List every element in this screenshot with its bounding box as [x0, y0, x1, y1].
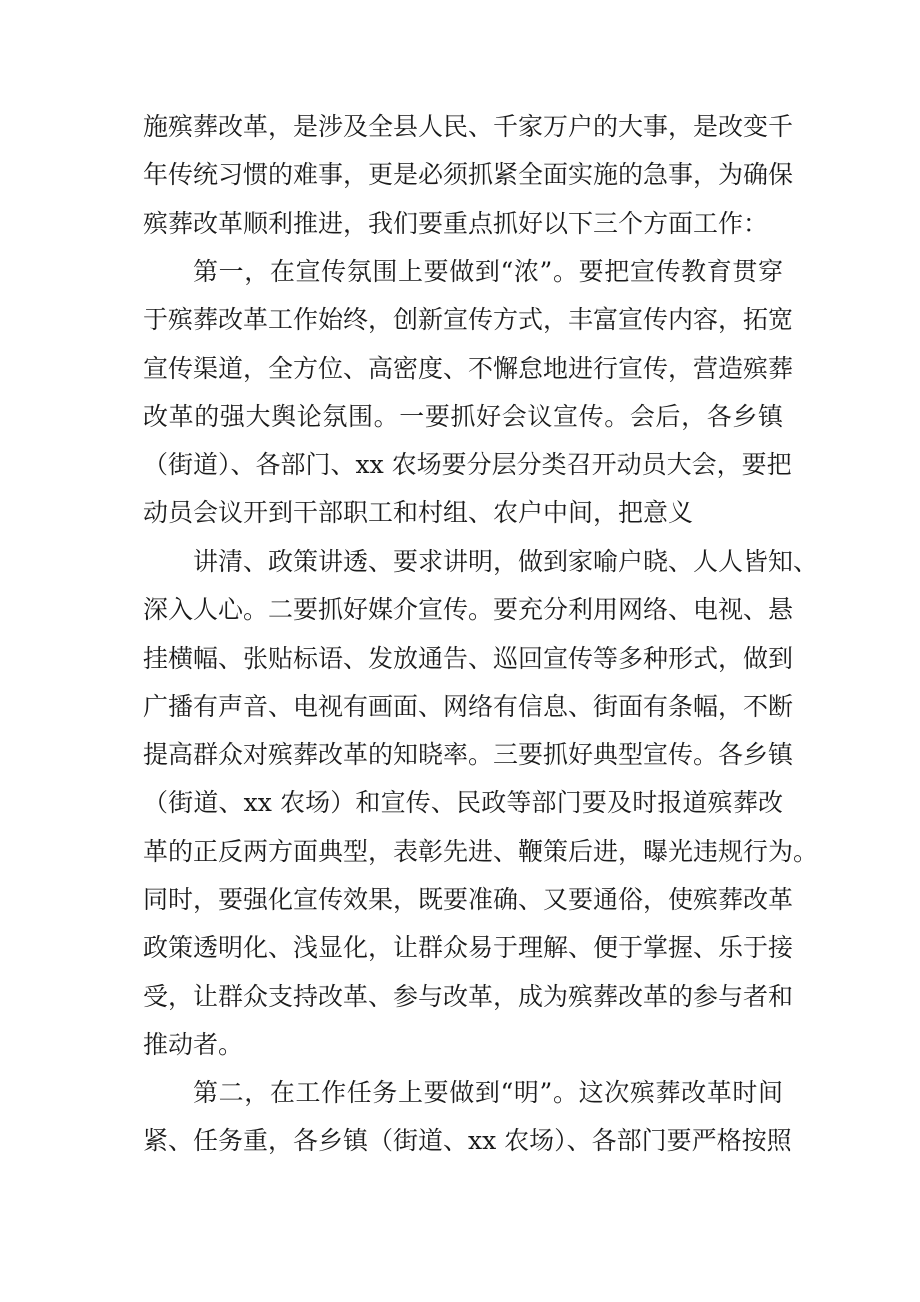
paragraph-second-point: [143, 1069, 792, 1166]
text-line: 第一，在宣传氛围上要做到“浓”。要把宣传教育贯穿: [193, 257, 783, 286]
text-line: 年传统习惯的难事，更是必须抓紧全面实施的急事，为确保: [143, 160, 794, 190]
paragraph-intro: [143, 103, 794, 248]
paragraph-first-point: [143, 248, 794, 538]
text-line: 广播有声音、电视有画面、网络有信息、街面有条幅，不断: [143, 691, 794, 721]
text-line: 深入人心。二要抓好媒介宣传。要充分利用网络、电视、悬: [143, 595, 794, 625]
text-line: （街道、xx 农场）和宣传、民政等部门要及时报道殡葬改: [143, 788, 783, 818]
text-line: 提高群众对殡葬改革的知晓率。三要抓好典型宣传。各乡镇: [143, 740, 794, 770]
text-line: 施殡葬改革，是涉及全县人民、千家万户的大事，是改变千: [143, 112, 794, 141]
text-line: 改革的强大舆论氛围。一要抓好会议宣传。会后，各乡镇: [143, 401, 783, 431]
text-line: 同时，要强化宣传效果，既要准确、又要通俗，使殡葬改革: [143, 885, 794, 915]
text-line: 宣传渠道，全方位、高密度、不懈怠地进行宣传，营造殡葬: [143, 353, 794, 383]
text-line: 受，让群众支持改革、参与改革，成为殡葬改革的参与者和: [143, 981, 794, 1011]
paragraph-first-point-continued: [143, 538, 819, 1069]
text-line: 紧、任务重，各乡镇（街道、xx 农场）、各部门要严格按照: [143, 1126, 792, 1156]
text-line: 殡葬改革顺利推进，我们要重点抓好以下三个方面工作：: [143, 208, 769, 238]
text-line: 动员会议开到干部职工和村组、农户中间，把意义: [143, 498, 694, 528]
text-line: 挂横幅、张贴标语、发放通告、巡回宣传等多种形式，做到: [143, 643, 794, 673]
text-line: 于殡葬改革工作始终，创新宣传方式，丰富宣传内容，拓宽: [143, 305, 794, 335]
text-line: 政策透明化、浅显化，让群众易于理解、便于掌握、乐于接: [143, 933, 794, 963]
text-line: 推动者。: [143, 1029, 244, 1059]
text-line: 革的正反两方面典型，表彰先进、鞭策后进，曝光违规行为。: [143, 836, 819, 866]
text-line: 第二，在工作任务上要做到“明”。这次殡葬改革时间: [193, 1078, 783, 1107]
text-line: （街道）、各部门、xx 农场要分层分类召开动员大会，要把: [143, 450, 792, 480]
text-line: 讲清、政策讲透、要求讲明，做到家喻户晓、人人皆知、: [193, 547, 819, 576]
